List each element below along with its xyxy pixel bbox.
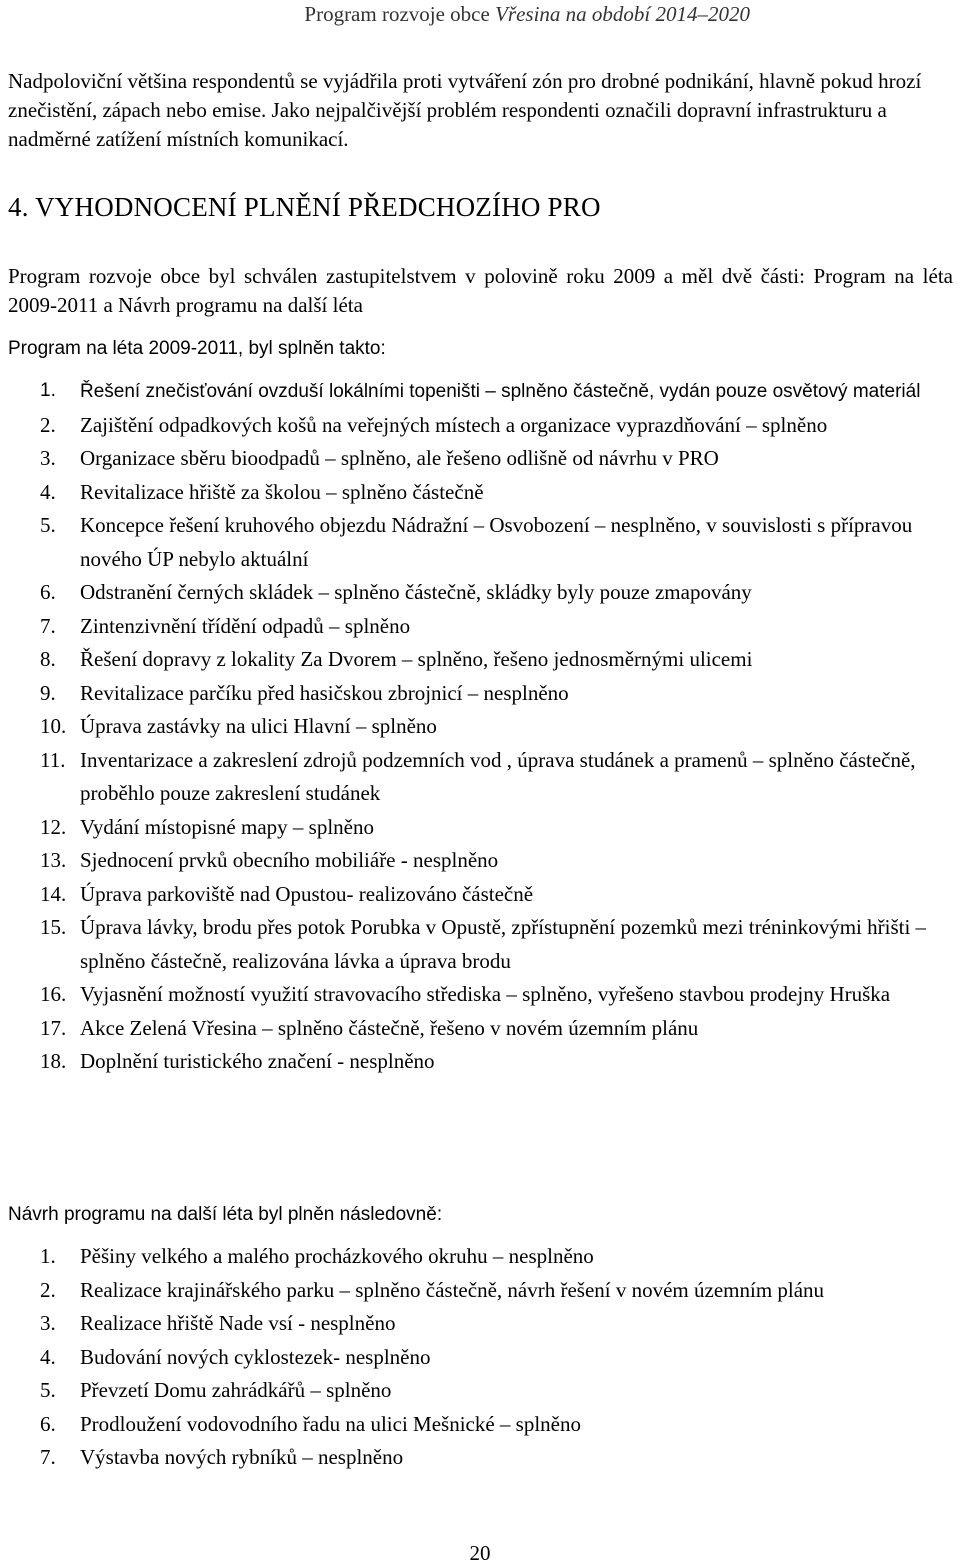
list-item-text: Revitalizace hřiště za školou – splněno částečně: [80, 479, 484, 504]
list-item-text: Řešení znečisťování ovzduší lokálními topeništi – splněno částečně, vydán pouze osvětový materiál: [80, 381, 921, 402]
completed-items-list: [8, 374, 953, 1079]
list-item-number: 4.: [40, 1344, 56, 1369]
list-item-text: Organizace sběru bioodpadů – splněno, ale řešeno odlišně od návrhu v PRO: [80, 446, 719, 470]
list-item: [8, 476, 953, 510]
list-item-text: Úprava parkoviště nad Opustou- realizováno částečně: [80, 881, 534, 906]
list-item: [8, 1012, 953, 1046]
page-number: 20: [469, 1541, 491, 1565]
list-item-text: Revitalizace parčíku před hasičskou zbrojnicí – nesplněno: [80, 680, 569, 705]
list-item-number: 5.: [40, 1378, 56, 1402]
list-item: [8, 509, 953, 576]
list-item-text: Inventarizace a zakreslení zdrojů podzemních vod , úprava studánek a pramenů – splněno částečně, proběhlo pouze zakreslení studánek: [80, 747, 916, 805]
list-item-number: 14.: [40, 881, 67, 906]
list-item-text: Zintenzivnění třídění odpadů – splněno: [80, 613, 411, 638]
list-item: [8, 1341, 953, 1375]
running-header-prefix: Program rozvoje obce: [304, 2, 496, 26]
program-description: Program rozvoje obce byl schválen zastupitelstvem v polovině roku 2009 a měl dvě části: Program na léta 2009-2011 a Návrh programu na další léta: [8, 264, 953, 317]
list-item-number: 18.: [40, 1049, 67, 1073]
list-item: [8, 710, 953, 744]
list-item: [8, 1274, 953, 1308]
list-item-text: Koncepce řešení kruhového objezdu Nádražní – Osvobození – nesplněno, v souvislosti s přípravou nového ÚP nebylo aktuální: [80, 513, 913, 571]
intro-paragraph: [8, 67, 953, 154]
list-item: [8, 744, 953, 811]
list1-intro: Program na léta 2009-2011, byl splněn takto:: [8, 338, 386, 359]
running-header-italic: Vřesina na období 2014–2020: [495, 2, 750, 26]
list-item-number: 11.: [40, 747, 66, 772]
list-item-number: 9.: [40, 680, 56, 705]
list-item: [8, 576, 953, 610]
list-item-text: Odstranění černých skládek – splněno částečně, skládky byly pouze zmapovány: [80, 580, 752, 604]
list-item: [8, 1307, 953, 1341]
list-item: [8, 409, 953, 443]
list-item-number: 16.: [40, 982, 67, 1006]
list-item-text: Akce Zelená Vřesina – splněno částečně, řešeno v novém územním plánu: [80, 1015, 699, 1040]
list-item-text: Úprava zastávky na ulici Hlavní – splněno: [80, 714, 437, 738]
list-item-number: 6.: [40, 1411, 56, 1436]
list-item-number: 7.: [40, 613, 56, 638]
list-item: [8, 878, 953, 912]
list-item: [8, 1408, 953, 1442]
list-item-number: 3.: [40, 446, 56, 470]
list-item: [8, 610, 953, 644]
list-item-text: Řešení dopravy z lokality Za Dvorem – splněno, řešeno jednosměrnými ulicemi: [80, 647, 753, 671]
list-item-text: Vydání místopisné mapy – splněno: [80, 814, 374, 839]
list-item-text: Úprava lávky, brodu přes potok Porubka v Opustě, zpřístupnění pozemků mezi tréninkovými hřišti – splněno částečně, realizována lávka a úprava brodu: [80, 915, 927, 973]
list-item-text: Výstavba nových rybníků – nesplněno: [80, 1445, 404, 1469]
list-item: [8, 643, 953, 677]
list-item-number: 7.: [40, 1445, 56, 1469]
list-item-text: Prodloužení vodovodního řadu na ulici Mešnické – splněno: [80, 1411, 581, 1436]
list2-intro: Návrh programu na další léta byl plněn následovně:: [8, 1204, 443, 1225]
list-item-text: Budování nových cyklostezek- nesplněno: [80, 1344, 431, 1369]
list-item-number: 4.: [40, 479, 56, 504]
list-item: [8, 911, 953, 978]
list-item: [8, 1240, 953, 1274]
list-item-number: 2.: [40, 412, 56, 437]
list-item: [8, 1441, 953, 1475]
list-item-number: 12.: [40, 814, 67, 839]
list-item-number: 17.: [40, 1015, 67, 1040]
list-item: [8, 442, 953, 476]
list-item: [8, 978, 953, 1012]
list-item-number: 13.: [40, 848, 67, 872]
list-item: [8, 811, 953, 845]
list-item-number: 2.: [40, 1277, 56, 1302]
list-item-number: 10.: [40, 714, 67, 738]
running-header: [304, 2, 750, 27]
list-item-number: 1.: [40, 1244, 56, 1268]
list-item-number: 6.: [40, 580, 56, 604]
proposal-items-list: [8, 1240, 953, 1475]
list-item-text: Zajištění odpadkových košů na veřejných místech a organizace vyprazdňování – splněno: [80, 412, 828, 437]
list-item: [8, 1045, 953, 1079]
list-item-text: Sjednocení prvků obecního mobiliáře - nesplněno: [80, 848, 499, 872]
list-item-number: 3.: [40, 1311, 56, 1335]
list-item-text: Vyjasnění možností využití stravovacího střediska – splněno, vyřešeno stavbou prodejny Hruška: [80, 982, 891, 1006]
intro-text: Nadpoloviční většina respondentů se vyjádřila proti vytváření zón pro drobné podnikání, hlavně pokud hrozí znečistění, zápach nebo emise. Jako nejpalčivější problém respondenti označili dopravní infrastrukturu a nadměrné zatížení místních komunikací.: [8, 69, 922, 151]
list-item-number: 15.: [40, 915, 67, 939]
list-item-number: 5.: [40, 513, 56, 537]
list-item: [8, 1374, 953, 1408]
list-item-text: Realizace hřiště Nade vsí - nesplněno: [80, 1311, 396, 1335]
list-item: [8, 374, 953, 409]
list-item-text: Pěšiny velkého a malého procházkového okruhu – nesplněno: [80, 1244, 594, 1268]
list-item-number: 1.: [40, 380, 56, 401]
list-item-text: Realizace krajinářského parku – splněno částečně, návrh řešení v novém územním plánu: [80, 1277, 825, 1302]
section-heading: 4. VYHODNOCENÍ PLNĚNÍ PŘEDCHOZÍHO PRO: [8, 192, 601, 222]
list-item-number: 8.: [40, 647, 56, 671]
list-item-text: Převzetí Domu zahrádkářů – splněno: [80, 1378, 392, 1402]
list-item: [8, 677, 953, 711]
list-item: [8, 844, 953, 878]
list-item-text: Doplnění turistického značení - nesplněno: [80, 1049, 435, 1073]
